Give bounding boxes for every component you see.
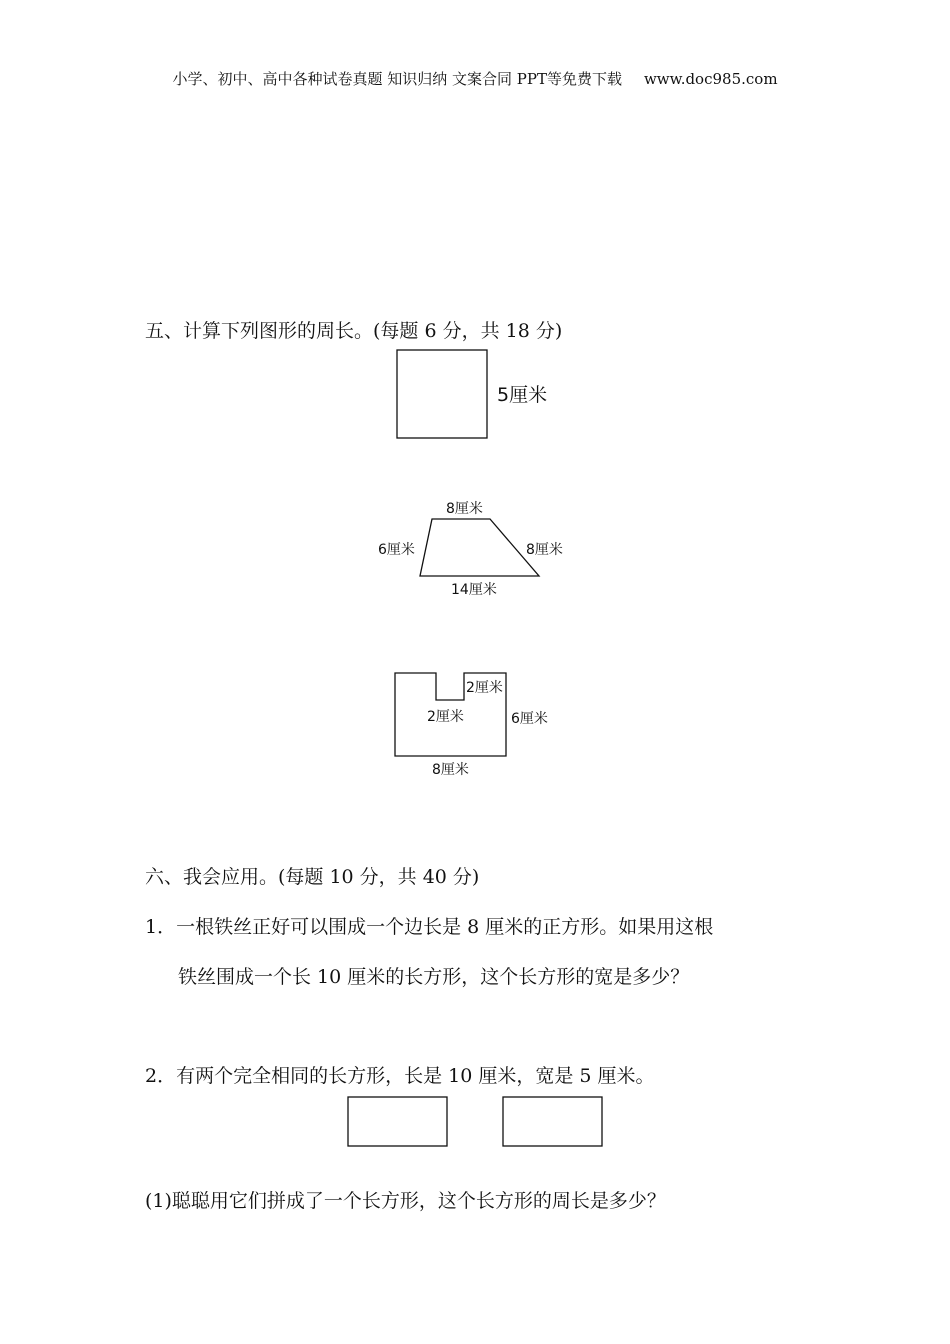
rectangle-left-figure [347, 1096, 449, 1148]
header-text: 小学、初中、高中各种试卷真题 知识归纳 文案合同 PPT等免费下载 [172, 70, 622, 88]
trapezoid-left-label: 6厘米 [378, 542, 415, 558]
notched-height-label: 6厘米 [511, 711, 548, 727]
section5-title: 五、计算下列图形的周长。(每题 6 分，共 18 分) [145, 320, 563, 342]
rectangle-left-outline [348, 1097, 447, 1146]
rectangle-right-figure [502, 1096, 604, 1148]
trapezoid-bottom-label: 14厘米 [451, 582, 497, 598]
trapezoid-right-label: 8厘米 [526, 542, 563, 558]
square-side-label: 5厘米 [497, 384, 548, 406]
rectangle-right-outline [503, 1097, 602, 1146]
page-header [0, 68, 950, 89]
notch-width-label: 2厘米 [466, 680, 503, 696]
q1-line2: 铁丝围成一个长 10 厘米的长方形，这个长方形的宽是多少？ [178, 966, 690, 988]
q2-text: 2．有两个完全相同的长方形，长是 10 厘米，宽是 5 厘米。 [145, 1065, 655, 1087]
trapezoid-figure [418, 518, 542, 578]
notch-depth-label: 2厘米 [427, 709, 464, 725]
trapezoid-top-label: 8厘米 [446, 501, 483, 517]
square-figure [396, 349, 490, 441]
q2-sub1: (1)聪聪用它们拼成了一个长方形，这个长方形的周长是多少？ [145, 1190, 666, 1212]
q1-line1: 1．一根铁丝正好可以围成一个边长是 8 厘米的正方形。如果用这根 [145, 916, 714, 938]
notched-bottom-label: 8厘米 [432, 762, 469, 778]
trapezoid-outline [420, 519, 539, 576]
section6-title: 六、我会应用。(每题 10 分，共 40 分) [145, 866, 480, 888]
header-site: www.doc985.com [643, 70, 778, 88]
square-outline [397, 350, 487, 438]
